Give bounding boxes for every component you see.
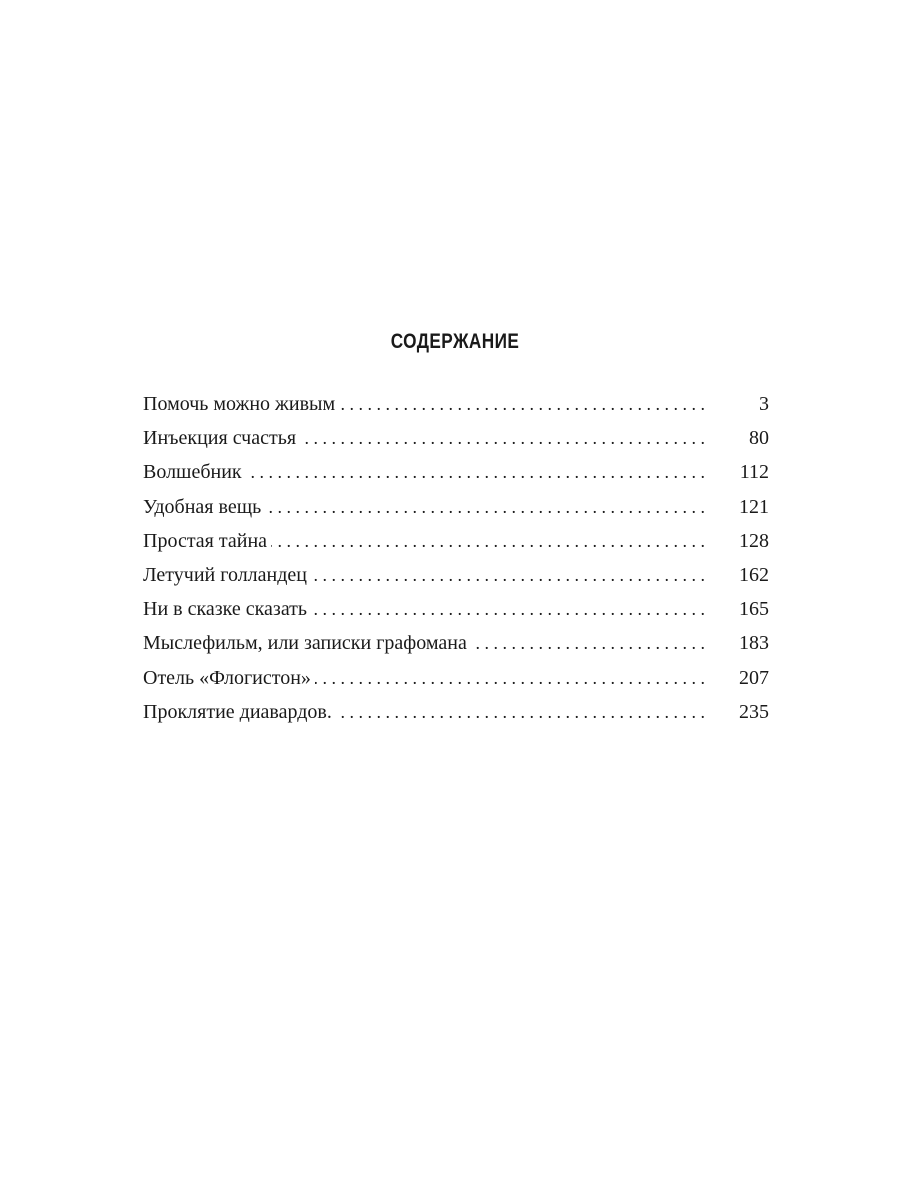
toc-entry[interactable] [143,461,769,495]
toc-entry[interactable] [143,667,769,701]
toc-entry[interactable] [143,701,769,735]
leader-dots [246,462,705,483]
leader-dots [300,428,705,449]
leader-dots [339,394,705,415]
toc-entry-page: 207 [739,666,769,689]
toc-entry-page: 128 [739,529,769,552]
toc-entry-title: Мыслефильм, или записки графомана [143,632,467,655]
toc-entry-title: Волшебник [143,461,242,484]
toc-entry-title: Ни в сказке сказать [143,598,308,621]
toc-entry[interactable] [143,598,769,632]
toc-entry-title: Помочь можно живым [143,393,336,415]
toc-entry-title: Проклятие диавардов. [143,700,332,723]
leader-dots [311,599,705,620]
toc-entry-title: Инъекция счастья [143,427,297,450]
toc-entry-page: 121 [739,495,769,518]
toc-entry-title: Простая тайна [143,529,268,552]
toc-entry[interactable] [143,530,769,564]
toc-entry-page: 162 [739,563,769,586]
toc-entry-page: 80 [749,427,769,450]
toc-entry-page: 3 [759,393,769,415]
toc-entry-title: Отель «Флогистон» [143,666,311,689]
toc-entry-title: Удобная вещь [143,495,262,518]
leader-dots [271,531,705,552]
leader-dots [311,565,705,586]
leader-dots [265,497,705,518]
toc-entry[interactable] [143,632,769,666]
toc-entry[interactable] [143,564,769,598]
toc-entry-page: 183 [739,632,769,655]
leader-dots [336,702,705,723]
toc-entry[interactable] [143,393,769,427]
toc-entry[interactable] [143,496,769,530]
toc-entry-page: 165 [739,598,769,621]
toc-entry-title: Летучий голландец [143,563,307,586]
toc-entry[interactable] [143,427,769,461]
toc-entry-page: 235 [739,700,769,723]
leader-dots [471,633,705,654]
table-of-contents [143,393,769,735]
leader-dots [315,668,705,689]
toc-heading: СОДЕРЖАНИЕ [390,330,520,353]
toc-entry-page: 112 [739,461,769,484]
